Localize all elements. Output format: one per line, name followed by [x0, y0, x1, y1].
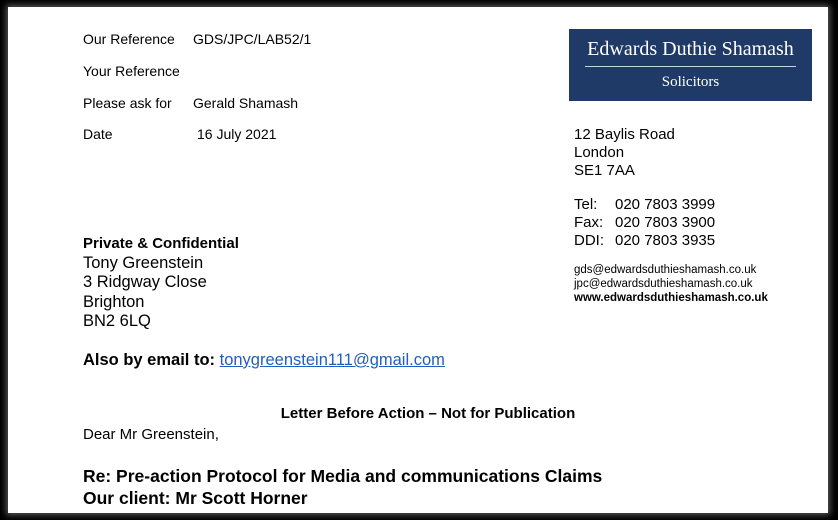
recipient-postcode: BN2 6LQ [83, 312, 151, 330]
logo-divider [585, 66, 796, 67]
email-line-label: Also by email to: [83, 351, 216, 369]
please-ask-value: Gerald Shamash [193, 95, 299, 111]
firm-email-1: gds@edwardsduthieshamash.co.uk [574, 264, 757, 276]
recipient-name: Tony Greenstein [83, 254, 204, 272]
firm-logo [569, 29, 812, 101]
our-reference-value: GDS/JPC/LAB52/1 [193, 31, 312, 47]
letter-page [8, 7, 828, 513]
our-reference-label: Our Reference [83, 31, 175, 47]
ddi-value: 020 7803 3935 [615, 232, 716, 249]
re-line: Re: Pre-action Protocol for Media and communications Claims [83, 466, 603, 486]
tel-label: Tel: [574, 196, 598, 213]
address-line-2: London [574, 144, 625, 161]
letter-heading: Letter Before Action – Not for Publication [280, 405, 576, 422]
date-value: 16 July 2021 [197, 126, 277, 142]
recipient-email-link[interactable]: tonygreenstein111@gmail.com [219, 351, 445, 369]
date-label: Date [83, 126, 113, 142]
tel-value: 020 7803 3999 [615, 196, 716, 213]
firm-email-2: jpc@edwardsduthieshamash.co.uk [574, 278, 753, 290]
fax-label: Fax: [574, 214, 604, 231]
firm-website: www.edwardsduthieshamash.co.uk [574, 292, 768, 304]
recipient-town: Brighton [83, 293, 145, 311]
firm-subtitle: Solicitors [661, 74, 720, 90]
your-reference-label: Your Reference [83, 63, 180, 79]
address-line-3: SE1 7AA [574, 162, 635, 179]
confidential-heading: Private & Confidential [83, 235, 239, 252]
please-ask-label: Please ask for [83, 95, 172, 111]
recipient-street: 3 Ridgway Close [83, 273, 207, 291]
address-line-1: 12 Baylis Road [574, 126, 675, 143]
email-line [83, 351, 445, 370]
salutation: Dear Mr Greenstein, [83, 426, 219, 443]
client-line: Our client: Mr Scott Horner [83, 488, 308, 508]
fax-value: 020 7803 3900 [615, 214, 716, 231]
firm-name: Edwards Duthie Shamash [587, 38, 794, 60]
ddi-label: DDI: [574, 232, 604, 249]
